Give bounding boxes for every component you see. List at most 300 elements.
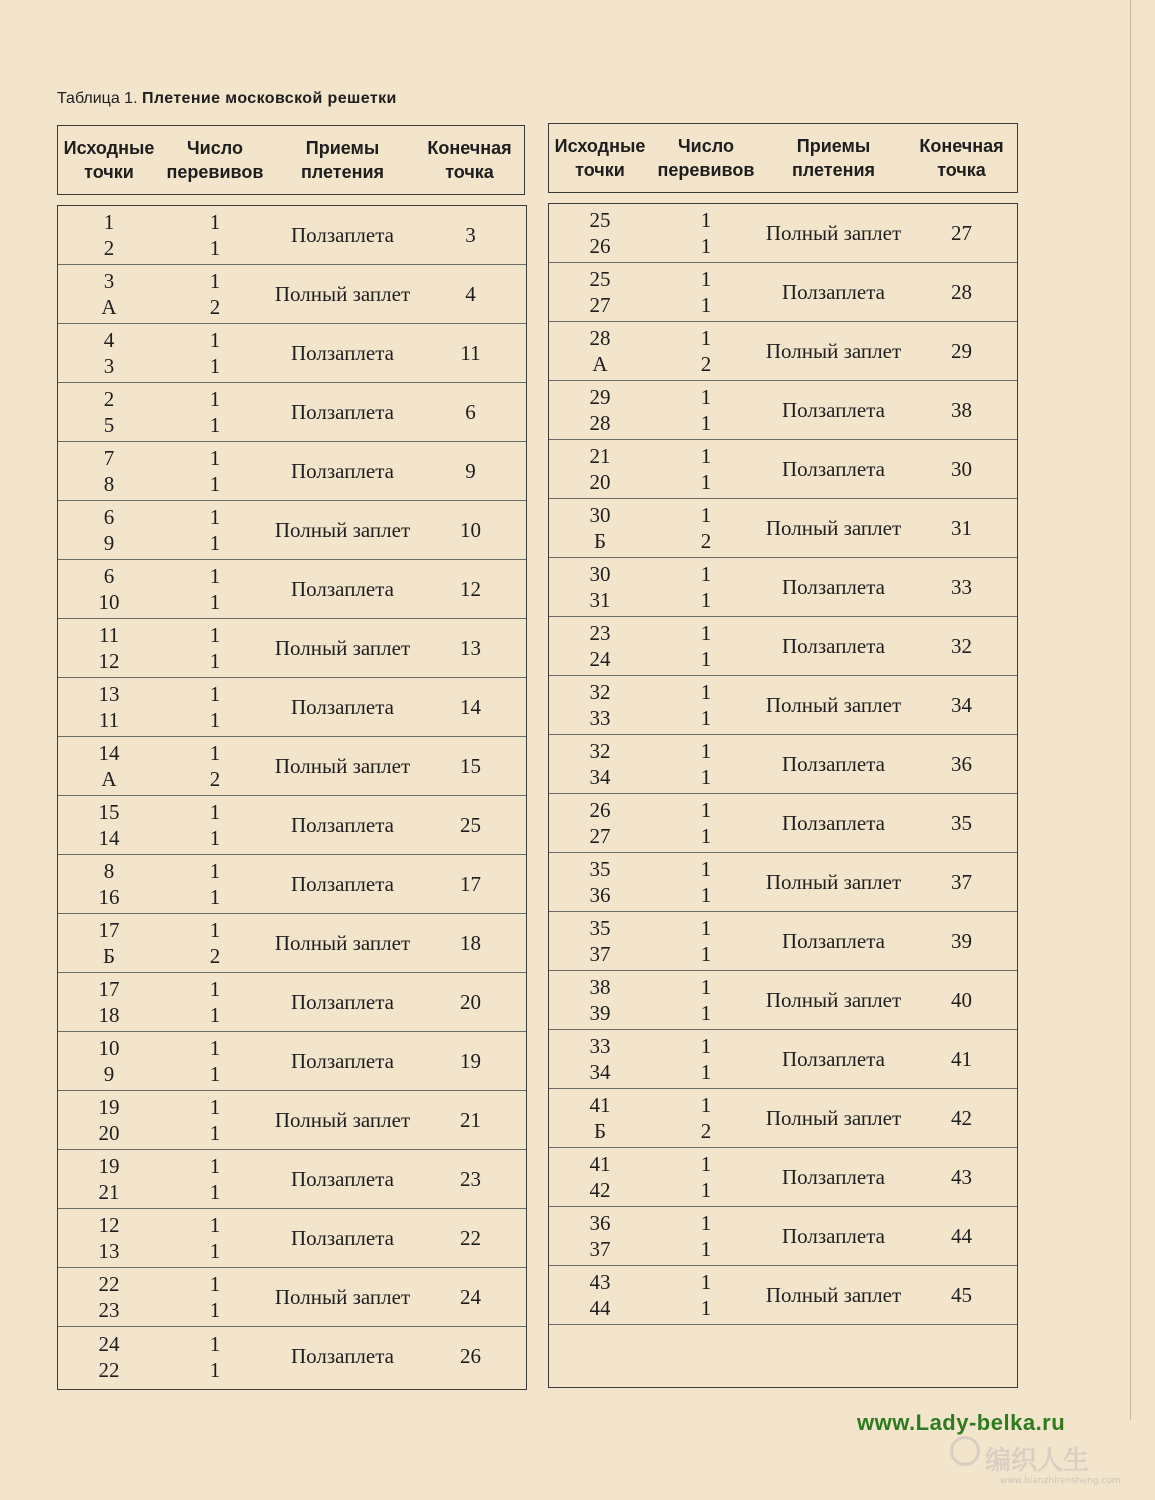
twist-count-a: 1: [209, 564, 221, 588]
end-point: 21: [460, 1107, 481, 1132]
twist-count-b: 1: [700, 1296, 712, 1320]
twist-count-b: 1: [209, 1239, 221, 1263]
start-points: [549, 1269, 651, 1321]
twist-count-a: 1: [700, 385, 712, 409]
start-point-a: 30: [589, 503, 611, 527]
table-row: [549, 912, 1017, 971]
start-points: [58, 563, 160, 615]
start-point-b: 20: [589, 470, 611, 494]
twist-counts: [651, 502, 761, 554]
start-point-a: 4: [103, 328, 115, 352]
start-point-b: 13: [98, 1239, 120, 1263]
watermark-url: www.Lady-belka.ru: [857, 1410, 1066, 1435]
start-point-b: Б: [593, 1119, 607, 1143]
start-points: [549, 207, 651, 259]
twist-counts: [160, 1271, 270, 1323]
table-row: [549, 735, 1017, 794]
start-point-b: 31: [589, 588, 611, 612]
technique: Ползаплета: [781, 456, 885, 481]
table-row: [549, 558, 1017, 617]
start-points: [549, 679, 651, 731]
twist-count-b: 2: [209, 295, 221, 319]
end-point: 25: [460, 812, 481, 837]
twist-count-b: 1: [700, 1060, 712, 1084]
end-point: 10: [460, 517, 481, 542]
end-point: 32: [951, 633, 972, 658]
start-point-b: А: [592, 352, 608, 376]
twist-counts: [160, 740, 270, 792]
table-row: [549, 381, 1017, 440]
twist-count-a: 1: [209, 505, 221, 529]
end-point: 22: [460, 1225, 481, 1250]
end-point: 14: [460, 694, 481, 719]
twist-counts: [160, 917, 270, 969]
twist-counts: [651, 1092, 761, 1144]
twist-counts: [160, 799, 270, 851]
twist-count-b: 2: [700, 529, 712, 553]
right-table-header: [548, 123, 1018, 193]
twist-counts: [651, 1210, 761, 1262]
start-point-b: 23: [98, 1298, 120, 1322]
start-point-b: 34: [589, 765, 611, 789]
start-point-b: 11: [98, 708, 120, 732]
start-points: [58, 1212, 160, 1264]
twist-count-b: 1: [700, 1237, 712, 1261]
technique: Ползаплета: [290, 1166, 394, 1191]
start-point-b: 5: [103, 413, 115, 437]
end-point: 34: [951, 692, 972, 717]
technique: Полный заплет: [274, 281, 411, 306]
twist-count-a: 1: [209, 1331, 221, 1356]
technique: Ползаплета: [781, 1046, 885, 1071]
empty-row: [549, 1325, 1017, 1384]
left-table-body: [57, 205, 527, 1390]
technique: Ползаплета: [290, 694, 394, 719]
twist-count-b: 1: [700, 588, 712, 612]
start-point-b: 2: [103, 236, 115, 260]
start-point-a: 22: [98, 1272, 120, 1296]
start-points: [549, 561, 651, 613]
twist-counts: [651, 797, 761, 849]
caption-prefix: Таблица 1.: [57, 90, 138, 107]
twist-count-a: 1: [700, 621, 712, 645]
twist-count-b: 1: [700, 234, 712, 258]
twist-count-a: 1: [700, 208, 712, 232]
twist-counts: [651, 1269, 761, 1321]
start-point-b: 14: [98, 826, 120, 850]
twist-count-b: 1: [209, 590, 221, 614]
start-point-a: 35: [589, 857, 611, 881]
start-point-a: 36: [589, 1211, 611, 1235]
start-point-a: 6: [103, 564, 115, 588]
start-point-a: 24: [98, 1331, 120, 1356]
start-points: [58, 268, 160, 320]
twist-count-b: 1: [209, 649, 221, 673]
technique: Полный заплет: [765, 220, 902, 245]
table-row: [549, 1207, 1017, 1266]
start-point-b: Б: [593, 529, 607, 553]
technique: Ползаплета: [781, 928, 885, 953]
technique: Ползаплета: [781, 1164, 885, 1189]
twist-count-a: 1: [700, 444, 712, 468]
twist-count-b: 1: [700, 1178, 712, 1202]
twist-count-a: 1: [209, 1036, 221, 1060]
end-point: 6: [465, 399, 476, 424]
twist-count-b: 1: [209, 1180, 221, 1204]
caption-title: Плетение московской решетки: [141, 90, 397, 107]
table-row: [58, 914, 526, 973]
start-point-a: 25: [589, 208, 611, 232]
start-points: [549, 384, 651, 436]
end-point: 11: [460, 340, 481, 365]
twist-count-a: 1: [209, 446, 221, 470]
twist-count-b: 1: [209, 413, 221, 437]
twist-count-a: 1: [700, 916, 712, 940]
start-point-b: А: [101, 295, 117, 319]
header-twists: Число перевивов: [166, 138, 264, 182]
start-points: [549, 1033, 651, 1085]
twist-count-b: 1: [700, 1001, 712, 1025]
start-point-b: 37: [589, 1237, 611, 1261]
start-point-a: 25: [589, 267, 611, 291]
end-point: 3: [465, 222, 476, 247]
page-edge: [1130, 0, 1131, 1420]
technique: Ползаплета: [781, 397, 885, 422]
table-row: [58, 324, 526, 383]
end-point: 19: [460, 1048, 481, 1073]
start-points: [58, 386, 160, 438]
header-start: Исходные точки: [63, 138, 155, 182]
twist-count-a: 1: [700, 326, 712, 350]
twist-counts: [651, 679, 761, 731]
end-point: 13: [460, 635, 481, 660]
technique: Полный заплет: [274, 1284, 411, 1309]
twist-counts: [651, 915, 761, 967]
twist-count-a: 1: [700, 562, 712, 586]
end-point: 18: [460, 930, 481, 955]
technique: Ползаплета: [290, 871, 394, 896]
twist-counts: [160, 327, 270, 379]
table-row: [549, 440, 1017, 499]
twist-count-a: 1: [700, 1152, 712, 1176]
start-point-a: 32: [589, 739, 611, 763]
start-point-a: 38: [589, 975, 611, 999]
start-point-b: 28: [589, 411, 611, 435]
twist-counts: [160, 386, 270, 438]
start-point-b: 33: [589, 706, 611, 730]
start-point-a: 41: [589, 1093, 611, 1117]
twist-counts: [160, 563, 270, 615]
end-point: 33: [951, 574, 972, 599]
technique: Ползаплета: [290, 1344, 394, 1368]
technique: Полный заплет: [765, 338, 902, 363]
twist-count-a: 1: [700, 1270, 712, 1294]
start-point-b: 16: [98, 885, 120, 909]
twist-count-b: 1: [700, 942, 712, 966]
twist-count-b: 1: [700, 293, 712, 317]
twist-count-b: 1: [700, 883, 712, 907]
technique: Ползаплета: [290, 812, 394, 837]
twist-count-b: 1: [209, 472, 221, 496]
twist-count-a: 1: [700, 680, 712, 704]
start-point-a: 8: [103, 859, 115, 883]
logo-url: www.bianzhirensheng.com: [1000, 1476, 1121, 1486]
start-point-a: 10: [98, 1036, 120, 1060]
end-point: 29: [951, 338, 972, 363]
start-point-a: 41: [589, 1152, 611, 1176]
end-point: 23: [460, 1166, 481, 1191]
start-points: [549, 325, 651, 377]
end-point: 35: [951, 810, 972, 835]
start-point-a: 11: [98, 623, 120, 647]
start-point-b: 34: [589, 1060, 611, 1084]
twist-count-a: 1: [209, 1272, 221, 1296]
table-row: [549, 794, 1017, 853]
technique: Ползаплета: [290, 989, 394, 1014]
twist-counts: [160, 1212, 270, 1264]
twist-count-b: 1: [700, 824, 712, 848]
twist-count-a: 1: [209, 800, 221, 824]
start-points: [549, 738, 651, 790]
twist-count-a: 1: [700, 739, 712, 763]
technique: Полный заплет: [765, 1105, 902, 1130]
twist-count-a: 1: [700, 975, 712, 999]
start-point-b: 26: [589, 234, 611, 258]
twist-counts: [651, 1151, 761, 1203]
header-start: Исходные точки: [554, 136, 646, 180]
table-row: [58, 206, 526, 265]
start-points: [58, 209, 160, 261]
technique: Полный заплет: [274, 753, 411, 778]
table-row: [549, 971, 1017, 1030]
start-points: [58, 917, 160, 969]
end-point: 45: [951, 1282, 972, 1307]
start-points: [549, 1151, 651, 1203]
table-row: [549, 676, 1017, 735]
start-point-b: 39: [589, 1001, 611, 1025]
start-points: [58, 445, 160, 497]
start-points: [58, 976, 160, 1028]
technique: Полный заплет: [274, 1107, 411, 1132]
logo-text: 编织人生: [985, 1446, 1090, 1476]
start-point-b: 37: [589, 942, 611, 966]
left-table-header: [57, 125, 525, 195]
twist-count-b: 1: [700, 706, 712, 730]
start-points: [58, 681, 160, 733]
table-row: [549, 204, 1017, 263]
table-row: [549, 1266, 1017, 1325]
start-point-b: 42: [589, 1178, 611, 1202]
technique: Ползаплета: [781, 574, 885, 599]
twist-count-b: 1: [700, 411, 712, 435]
start-point-b: 10: [98, 590, 120, 614]
start-points: [549, 443, 651, 495]
twist-count-b: 2: [700, 352, 712, 376]
start-point-a: 15: [98, 800, 120, 824]
start-points: [58, 1331, 160, 1383]
start-point-b: 3: [103, 354, 115, 378]
start-point-b: 18: [98, 1003, 120, 1027]
table-row: [549, 1148, 1017, 1207]
table-row: [58, 973, 526, 1032]
technique: Полный заплет: [765, 692, 902, 717]
technique: Ползаплета: [290, 340, 394, 365]
end-point: 43: [951, 1164, 972, 1189]
start-point-a: 3: [103, 269, 115, 293]
end-point: 17: [460, 871, 481, 896]
end-point: 39: [951, 928, 972, 953]
table-row: [58, 442, 526, 501]
technique: Ползаплета: [290, 458, 394, 483]
end-point: 37: [951, 869, 972, 894]
start-point-a: 26: [589, 798, 611, 822]
header-end: Конечная точка: [427, 138, 512, 182]
start-points: [549, 502, 651, 554]
twist-count-b: 2: [700, 1119, 712, 1143]
technique: Полный заплет: [274, 930, 411, 955]
twist-count-b: 1: [700, 765, 712, 789]
table-row: [549, 499, 1017, 558]
end-point: 9: [465, 458, 476, 483]
end-point: 31: [951, 515, 972, 540]
twist-count-b: 1: [209, 236, 221, 260]
start-point-a: 32: [589, 680, 611, 704]
twist-count-a: 1: [700, 1211, 712, 1235]
technique: Ползаплета: [781, 1223, 885, 1248]
twist-count-a: 1: [209, 918, 221, 942]
twist-counts: [160, 858, 270, 910]
table-row: [549, 263, 1017, 322]
start-point-b: 9: [103, 531, 115, 555]
twist-count-b: 1: [209, 1357, 221, 1382]
start-points: [549, 266, 651, 318]
twist-count-b: 2: [209, 767, 221, 791]
start-point-a: 13: [98, 682, 120, 706]
twist-count-b: 1: [209, 708, 221, 732]
table-row: [58, 560, 526, 619]
start-point-a: 29: [589, 385, 611, 409]
twist-count-b: 1: [209, 1062, 221, 1086]
twist-count-b: 1: [209, 885, 221, 909]
start-points: [58, 1035, 160, 1087]
table-row: [58, 383, 526, 442]
twist-counts: [651, 384, 761, 436]
table-row: [58, 1268, 526, 1327]
start-point-b: 8: [103, 472, 115, 496]
twist-counts: [160, 209, 270, 261]
start-point-b: 9: [103, 1062, 115, 1086]
technique: Ползаплета: [781, 751, 885, 776]
technique: Полный заплет: [274, 517, 411, 542]
twist-count-b: 2: [209, 944, 221, 968]
table-row: [58, 1209, 526, 1268]
twist-count-b: 1: [209, 531, 221, 555]
twist-count-b: 1: [209, 354, 221, 378]
end-point: 36: [951, 751, 972, 776]
start-points: [549, 620, 651, 672]
technique: Полный заплет: [765, 1282, 902, 1307]
twist-count-a: 1: [209, 1154, 221, 1178]
end-point: 24: [460, 1284, 481, 1309]
start-point-a: 14: [98, 741, 120, 765]
start-points: [549, 856, 651, 908]
twist-counts: [651, 325, 761, 377]
twist-count-b: 1: [209, 1003, 221, 1027]
technique: Ползаплета: [290, 222, 394, 247]
start-point-b: А: [101, 767, 117, 791]
twist-counts: [160, 1331, 270, 1383]
end-point: 38: [951, 397, 972, 422]
twist-count-a: 1: [209, 328, 221, 352]
end-point: 4: [465, 281, 476, 306]
start-point-a: 19: [98, 1095, 120, 1119]
technique: Ползаплета: [781, 810, 885, 835]
start-points: [58, 799, 160, 851]
twist-counts: [160, 1035, 270, 1087]
twist-count-a: 1: [209, 977, 221, 1001]
twist-count-a: 1: [209, 623, 221, 647]
start-point-a: 17: [98, 977, 120, 1001]
end-point: 40: [951, 987, 972, 1012]
table-row: [58, 1032, 526, 1091]
table-row: [58, 1327, 526, 1386]
twist-count-a: 1: [700, 1093, 712, 1117]
table-row: [58, 796, 526, 855]
twist-count-a: 1: [209, 387, 221, 411]
twist-count-a: 1: [700, 857, 712, 881]
start-point-b: 27: [589, 293, 611, 317]
start-point-b: Б: [102, 944, 116, 968]
twist-counts: [651, 974, 761, 1026]
twist-count-a: 1: [209, 269, 221, 293]
twist-count-b: 1: [700, 470, 712, 494]
end-point: 27: [951, 220, 972, 245]
end-point: 20: [460, 989, 481, 1014]
twist-counts: [651, 561, 761, 613]
twist-counts: [651, 856, 761, 908]
start-point-a: 6: [103, 505, 115, 529]
twist-count-a: 1: [209, 741, 221, 765]
start-points: [58, 622, 160, 674]
start-point-a: 35: [589, 916, 611, 940]
end-point: 28: [951, 279, 972, 304]
table-row: [58, 1150, 526, 1209]
header-twists: Число перевивов: [657, 136, 755, 180]
technique: Полный заплет: [765, 515, 902, 540]
start-point-a: 28: [589, 326, 611, 350]
start-points: [549, 797, 651, 849]
twist-counts: [651, 443, 761, 495]
end-point: 26: [460, 1344, 481, 1368]
twist-count-b: 1: [209, 1298, 221, 1322]
twist-counts: [160, 268, 270, 320]
end-point: 15: [460, 753, 481, 778]
header-end: Конечная точка: [919, 136, 1004, 180]
start-point-b: 27: [589, 824, 611, 848]
start-point-b: 20: [98, 1121, 120, 1145]
twist-count-b: 1: [700, 647, 712, 671]
end-point: 41: [951, 1046, 972, 1071]
twist-counts: [160, 504, 270, 556]
right-table-body: [548, 203, 1018, 1388]
twist-count-a: 1: [700, 503, 712, 527]
header-technique: Приемы плетения: [300, 138, 385, 182]
table-row: [549, 617, 1017, 676]
start-points: [58, 504, 160, 556]
twist-count-a: 1: [209, 210, 221, 234]
start-point-a: 30: [589, 562, 611, 586]
table-row: [58, 737, 526, 796]
